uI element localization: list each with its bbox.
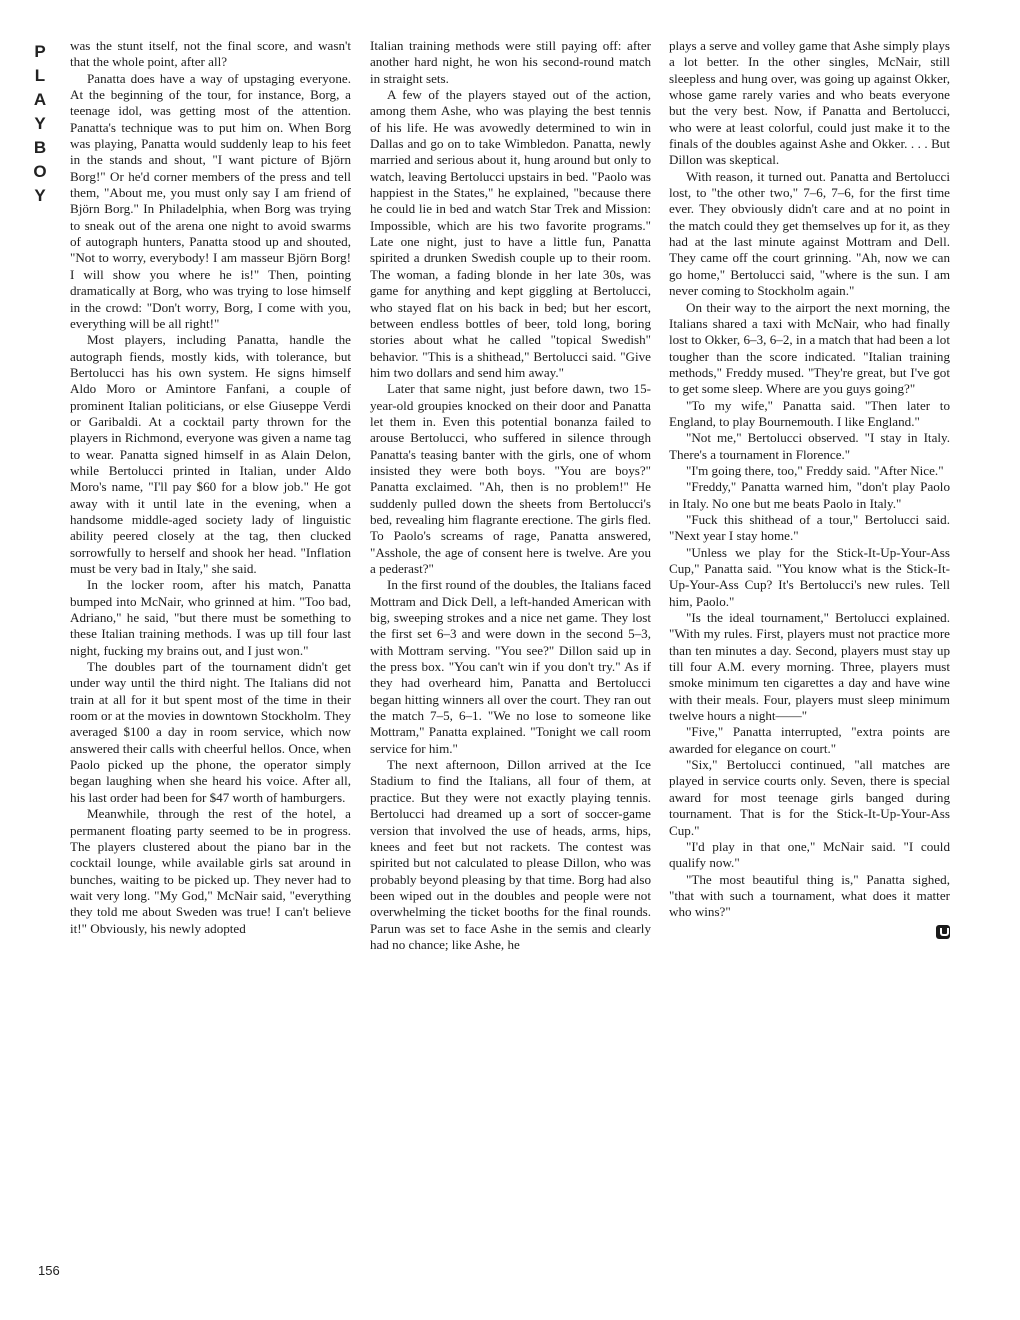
magazine-name-letter: P [34,42,46,61]
paragraph: The doubles part of the tournament didn't get under way until the third night. The Italians did not train at all for it but spent most of the time in their room or at the movies in downtown Stockholm. They averaged $100 a day in room service, which now answered their calls with cheerful hellos. Once, when Paolo picked up the phone, the operator simply began laughing when she heard his voice. After all, his last order had been for $47 worth of hamburgers. [70,659,351,805]
paragraph: Meanwhile, through the rest of the hotel, a permanent floating party seemed to be in progress. The players clustered about the piano bar in the cocktail lounge, while available girls sat around in bunches, waiting to be picked up. They never had to wait very long. "My God," McNair said, "everything they told me about Sweden was true! I can't believe it!" Obviously, his newly adopted [70,806,351,936]
paragraph: was the stunt itself, not the final score, and wasn't that the whole point, after all? [70,38,351,70]
paragraph: "I'd play in that one," McNair said. "I could qualify now." [669,838,950,871]
paragraph: "To my wife," Panatta said. "Then later to England, to play Bournemouth. I like England." [669,397,950,429]
paragraph: "Not me," Bertolucci observed. "I stay in Italy. There's a tournament in Florence." [669,430,950,462]
text-column-3 [669,38,950,1298]
paragraph: With reason, it turned out. Panatta and Bertolucci lost, to "the other two," 7–6, 7–6, for the first time ever. They obviously didn't care and at no point in the match could they get themselves up for it, as they had at the last minute against Mottram and Dell. They came off the court grinning. "Ah, now we can go home," Bertolucci said, "where is the sun. I am never coming to Stockholm again." [669,168,950,299]
paragraph-final-text: "The most beautiful thing is," Panatta sighed, "that with such a tournament, what does it matter who wins?" [669,871,950,920]
text-column-1 [70,38,351,1298]
paragraph: A few of the players stayed out of the action, among them Ashe, who was playing the best tennis of his life. He was avowedly determined to win in Dallas and go on to take Wimbledon. Panatta, newly married and serious about it, hung around but only to watch, leaving Bertolucci upstairs in bed. "Paolo was happiest in the States," he explained, "because there he could lie in bed and watch Star Trek and Mission: Impossible, which are his two favorite programs." Late one night, just to have a little fun, Panatta spirited a drunken Swedish couple up to their room. The woman, a fading blonde in her late 30s, was game for anything and kept giggling at Bertolucci, who stayed flat on his back in bed; but her escort, between endless bottles of beer, told long, boring stories about what he called "topical Swedish" behavior. "This is a shithead," Bertolucci said. "Give him two dollars and send him away." [370,87,651,380]
paragraph: "Five," Panatta interrupted, "extra points are awarded for elegance on court." [669,724,950,756]
paragraph: "Freddy," Panatta warned him, "don't play Paolo in Italy. No one but me beats Paolo in Italy." [669,479,950,511]
page-number: 156 [38,1263,60,1278]
bunny-end-mark-icon [936,925,950,939]
paragraph: plays a serve and volley game that Ashe simply plays a lot better. In the other singles, McNair, still sleepless and hung over, was going up against Okker, whose game rarely varies and who beats everyone but the very best. Now, if Panatta and Bertolucci, who were at least colorful, could just make it to the finals of the doubles against Ashe and Okker. . . . But Dillon was skeptical. [669,38,950,168]
magazine-name-letter: O [33,162,47,181]
paragraph: Most players, including Panatta, handle the autograph fiends, mostly kids, with tolerance, but Bertolucci has his own system. He signs himself Aldo Moro or Amintore Fanfani, a couple of prominent Italian politicians, or else Giuseppe Verdi or Garibaldi. At a cocktail party thrown for the players in Richmond, everyone was given a name tag to wear. Panatta signed himself in as Alain Delon, while Bertolucci printed in Italian, under Aldo Moro's name, "I'll pay $60 for a blow job." He got away with it until late in the evening, when a handsome middle-aged society lady of linguistic ability peered closely at the tag, then clucked sorrowfully to herself and shook her head. "Inflation must be very bad in Italy," she said. [70,332,351,576]
paragraph: In the locker room, after his match, Panatta bumped into McNair, who grinned at him. "Too bad, Adriano," he said, "but there must be something to these Italian training methods. I was up till four last night, fucking my brains out, and I just won." [70,577,351,658]
magazine-name-letter: A [33,90,47,109]
paragraph: "Is the ideal tournament," Bertolucci explained. "With my rules. First, players must not practice more than ten minutes a day. Second, players must stay up till four A.M. every morning. Three, players must smoke minimum ten cigarettes a day and have wine with their meals. Four, players must sleep minimum twelve hours a night——" [669,610,950,724]
magazine-name-vertical [27,40,53,208]
paragraph: Italian training methods were still paying off: after another hard night, he won his second-round match in straight sets. [370,38,651,86]
paragraph: On their way to the airport the next morning, the Italians shared a taxi with McNair, who had finally lost to Okker, 6–3, 6–2, in a match that had been a lot tougher than the score indicated. "Italian training methods," Freddy mused. "They're great, but I've got to get some sleep. Where are you guys going?" [669,299,950,397]
paragraph: "Unless we play for the Stick-It-Up-Your-Ass Cup," Panatta said. "You know what is the Stick-It-Up-Your-Ass Cup? It's Bertolucci's new rules. Tell him, Paolo." [669,544,950,609]
magazine-name-letter: Y [34,186,46,205]
magazine-name-letter: L [34,66,46,85]
paragraph: Later that same night, just before dawn, two 15-year-old groupies knocked on their door and Panatta let them in. Even this potential bonanza failed to arouse Bertolucci, who suffered in silence through Panatta's teasing banter with the girls, one of whom insisted they were both boys. "You are boys?" Panatta exclaimed. "Ah, then is no problem!" He suddenly pulled down the sheets from Bertolucci's bed, revealing him flagrante erectione. The girls fled. To Paolo's screams of rage, Panatta answered, "Asshole, the age of consent here is twelve. Are you a pederast?" [370,381,651,576]
paragraph: Panatta does have a way of upstaging everyone. At the beginning of the tour, for instance, Borg, a teenage idol, was getting most of the attention. Panatta's technique was to put him on. When Borg was playing, Panatta would suddenly leap to his feet in the stands and shout, "I want picture of Björn Borg!" Or he'd corner members of the press and tell them, "About me, you must only say I am friend of Björn Borg." In Philadelphia, when Borg was trying to sneak out of the arena one night to avoid swarms of autograph hunters, Panatta stood up and shouted, "Not to worry, everybody! I am masseur Björn Borg! I will show you where he is!" Then, pointing dramatically at Borg, who was trying to lose himself in the crowd: "Don't worry, Borg, I come with you, everything will be all right!" [70,70,351,331]
magazine-name-letter: Y [34,114,46,133]
magazine-name-letter: B [33,138,47,157]
end-mark-row [669,925,950,941]
paragraph: "I'm going there, too," Freddy said. "After Nice." [686,462,944,478]
paragraph: "Fuck this shithead of a tour," Bertolucci said. "Next year I stay home." [669,511,950,544]
paragraph: In the first round of the doubles, the Italians faced Mottram and Dick Dell, a left-handed American with big, sweeping strokes and a nice net game. They lost the first set 6–3 and were down in the second 5–3, with Mottram serving. "You see?" Dillon said up in the press box. "You can't win if you don't try." As if they had overheard him, Panatta and Bertolucci began hitting winners all over the court. They ran out the match 7–5, 6–1. "We no lose to someone like Mottram," Panatta explained. "Tonight we call room service for him." [370,577,651,756]
paragraph: The next afternoon, Dillon arrived at the Ice Stadium to find the Italians, all four of them, at practice. But they were not exactly playing tennis. Bertolucci had dreamed up a sort of soccer-game version that involved the use of heads, arms, hips, knees and feet but not rackets. The contest was spirited but not calculated to please Dillon, who was probably beyond pleasing by that time. Borg had also been wiped out in the doubles and people were not overwhelming the ticket booths for the final rounds. Parun was set to face Ashe in the semis and clearly had no chance; like Ashe, he [370,757,651,952]
text-column-2 [370,38,651,1298]
paragraph-final [669,872,950,921]
paragraph: "Six," Bertolucci continued, "all matches are played in service courts only. Seven, there is special award for most teenage girls banged during tournament. That is for the Stick-It-Up-Your-Ass Cup." [669,757,950,838]
